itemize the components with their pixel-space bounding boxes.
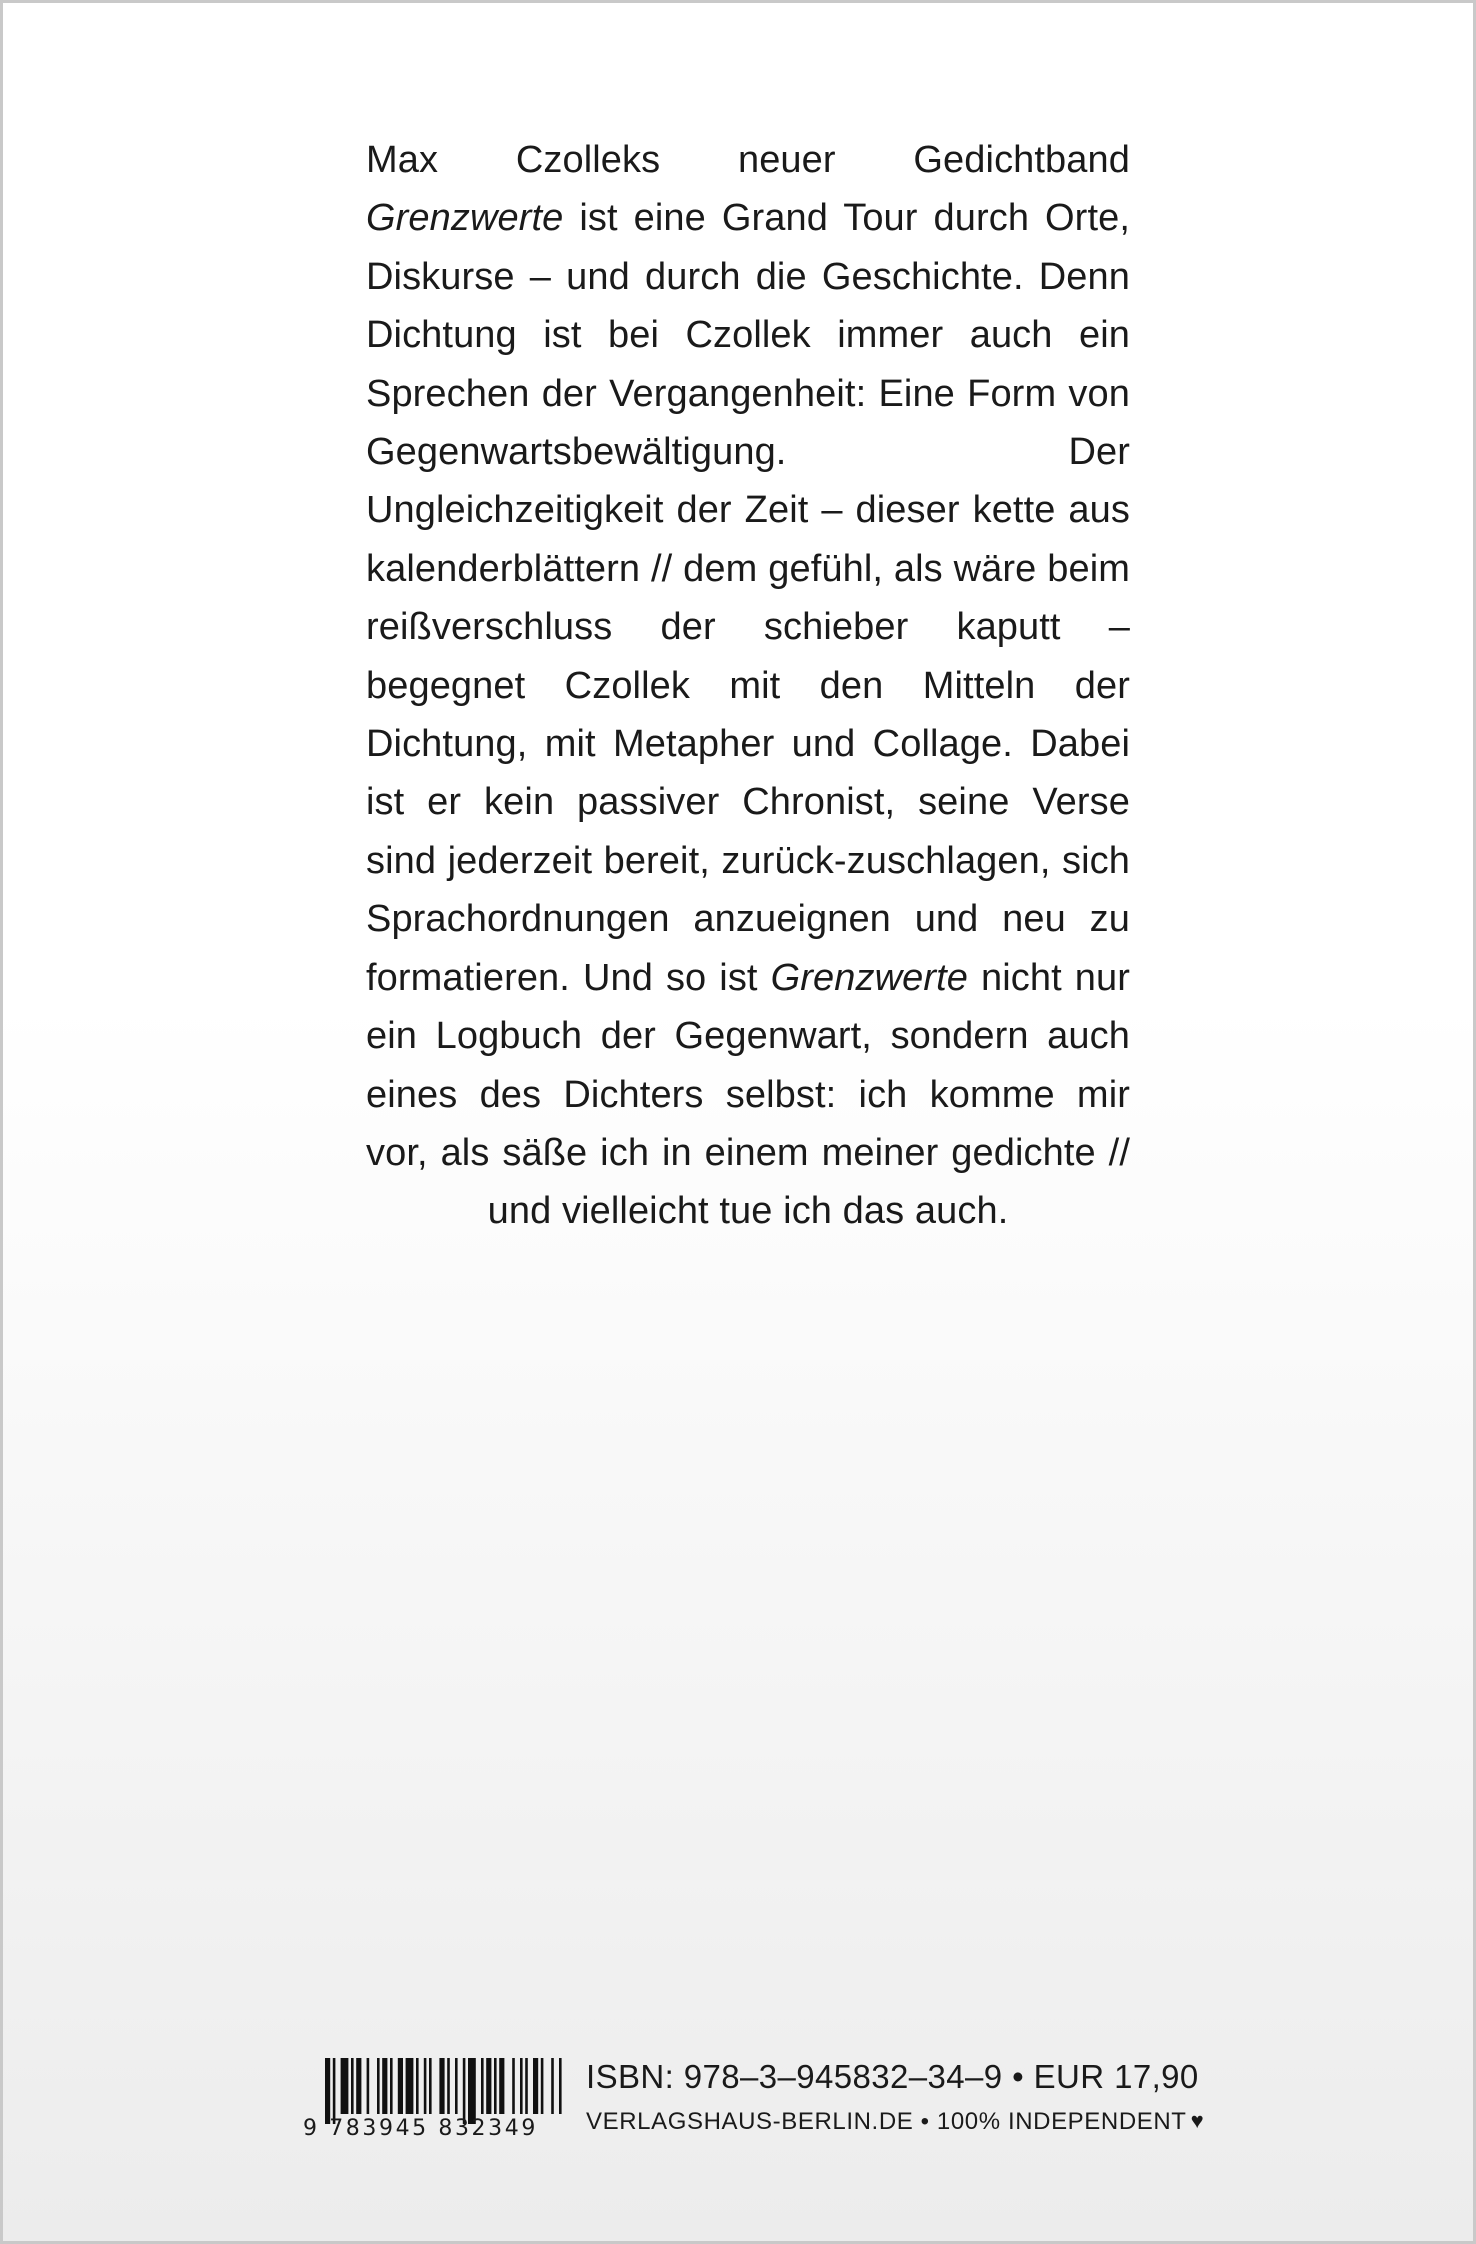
barcode-bar — [525, 2058, 528, 2114]
barcode-bar — [533, 2058, 538, 2114]
barcode-bar — [551, 2058, 554, 2114]
barcode-bar — [455, 2058, 458, 2114]
barcode-bar — [333, 2058, 336, 2124]
blurb-part-1: Max Czolleks neuer Gedichtband — [366, 139, 1130, 181]
barcode-bar — [351, 2058, 354, 2114]
barcode — [303, 2058, 566, 2148]
barcode-bar — [367, 2058, 370, 2114]
barcode-bar — [398, 2058, 403, 2114]
book-title-ref-1: Grenzwerte — [366, 197, 564, 240]
barcode-bar — [447, 2058, 450, 2114]
barcode-bar — [382, 2058, 387, 2114]
footer — [303, 2058, 1205, 2148]
barcode-bar — [356, 2058, 361, 2114]
barcode-bar — [520, 2058, 523, 2114]
blurb-part-2: ist eine Grand Tour durch Orte, Diskurse – und durch die Geschichte. Denn Dichtung ist bei Czollek immer auch ein Sprechen der Vergangenheit: Eine Form von Gegenwartsbewältigung. Der Ungleichzeitigkeit der Zeit – dieser kette aus kalenderblättern // dem gefühl, als wäre beim reißverschluss der schieber kaputt – begegnet Czollek mit den Mitteln der Dichtung, mit Metapher und Collage. Dabei ist er kein passiver Chronist, seine Verse sind jederzeit bereit, zurück-zuschlagen, sich Sprachordnungen anzueignen und neu zu formatieren. Und so ist — [366, 197, 1130, 999]
barcode-bar — [468, 2058, 476, 2124]
blurb-part-3: nicht nur ein Logbuch der Gegenwart, sondern auch eines des Dichters selbst: ich komme mir vor, als säße ich in einem meiner gedichte // und vielleicht tue ich das auch. — [366, 956, 1130, 1233]
barcode-bar — [559, 2058, 562, 2114]
barcode-bar — [429, 2058, 432, 2114]
barcode-bar — [494, 2058, 497, 2114]
barcode-bar — [416, 2058, 419, 2114]
publisher-line — [586, 2108, 1204, 2136]
barcode-bar — [424, 2058, 427, 2114]
barcode-bar — [406, 2058, 414, 2114]
barcode-bar — [390, 2058, 393, 2114]
barcode-bar — [486, 2058, 491, 2114]
barcode-bar — [481, 2058, 484, 2114]
barcode-bar — [541, 2058, 544, 2114]
barcode-bar — [377, 2058, 380, 2114]
blurb-text — [366, 131, 1130, 1241]
heart-icon: ♥ — [1190, 2108, 1205, 2133]
barcode-bar — [439, 2058, 444, 2114]
barcode-number: 9 783945 832349 — [303, 2116, 538, 2141]
barcode-bar — [512, 2058, 515, 2114]
barcode-bar — [463, 2058, 466, 2124]
barcode-bar — [499, 2058, 504, 2114]
publisher-text: VERLAGSHAUS-BERLIN.DE • 100% INDEPENDENT — [586, 2108, 1187, 2135]
barcode-bar — [325, 2058, 330, 2124]
isbn-price-line: ISBN: 978–3–945832–34–9 • EUR 17,90 — [586, 2058, 1199, 2095]
book-title-ref-2: Grenzwerte — [770, 956, 968, 999]
barcode-bar — [341, 2058, 349, 2114]
